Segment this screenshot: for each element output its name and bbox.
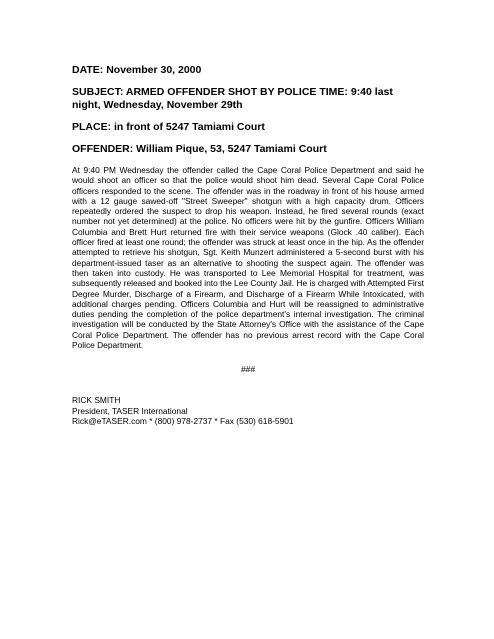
press-release (72, 64, 424, 426)
end-mark: ### (241, 364, 255, 375)
subject-line: SUBJECT: ARMED OFFENDER SHOT BY POLICE TIME: 9:40 last night, Wednesday, November 29th (72, 86, 393, 111)
offender-line: OFFENDER: William Pique, 53, 5247 Tamiami Court (72, 143, 327, 155)
date-line: DATE: November 30, 2000 (72, 64, 202, 76)
place-line: PLACE: in front of 5247 Tamiami Court (72, 121, 265, 133)
signature-name: RICK SMITH (72, 395, 121, 406)
body-paragraph: At 9:40 PM Wednesday the offender called the Cape Coral Police Department and said he would shoot an officer so that the police would shoot him dead. Several Cape Coral Police officers responded to the scene. The offender was in the roadway in front of his house armed with a 12 gauge sawed-off "Street Sweeper" shotgun with a high capacity drum. Officers repeatedly ordered the suspect to drop his weapon. Instead, he fired several rounds (exact number not yet determined) at the police. No officers were hit by the gunfire. Officers William Columbia and Brett Hurt returned fire with their service weapons (Glock .40 caliber). Each officer fired at least one round; the offender was struck at least once in the hip. As the offender attempted to retrieve his shotgun, Sgt. Keith Munzert administered a 5-second burst with his department-issued taser as an alternative to shooting the suspect again. The offender was then taken into custody. He was transported to Lee Memorial Hospital for treatment, was subsequently released and booked into the Lee County Jail. He is charged with Attempted First Degree Murder, Discharge of a Firearm, and Discharge of a Firearm While Intoxicated, with additional charges pending. Officers Columbia and Hurt will be reassigned to administrative duties pending the completion of the police department's internal investigation. The criminal investigation will be conducted by the State Attorney's Office with the assistance of the Cape Coral Police Department. The offender has no previous arrest record with the Cape Coral Police Department. (72, 165, 424, 351)
signature-contact: Rick@eTASER.com * (800) 978-2737 * Fax (530) 618-5901 (72, 415, 294, 426)
signature-title: President, TASER International (72, 405, 188, 416)
